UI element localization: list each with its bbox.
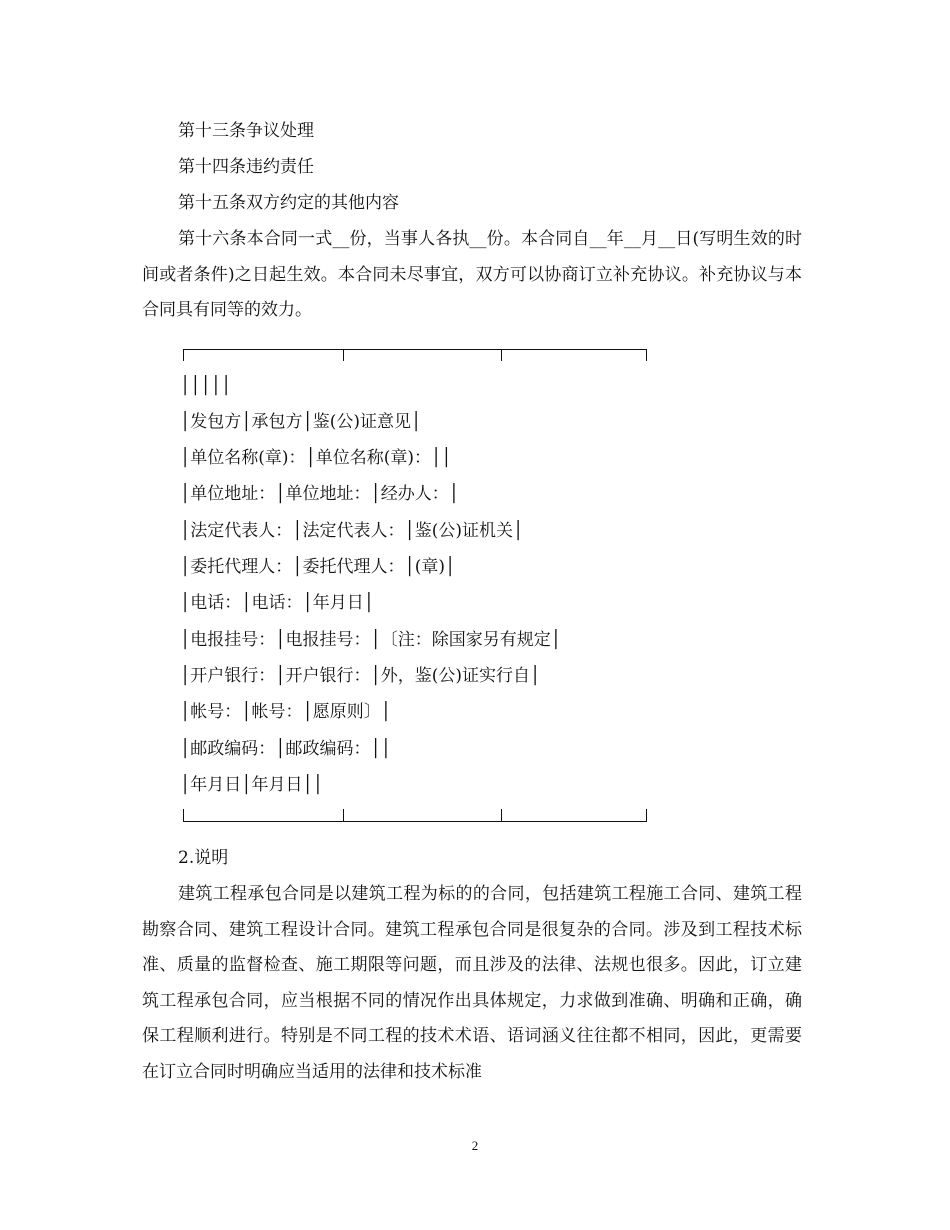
table-bottom-tick: [183, 809, 184, 821]
table-row: │单位地址：│单位地址：│经办人：│: [180, 484, 459, 504]
table-top-tick: [343, 349, 344, 361]
table-bottom-tick: [646, 809, 647, 821]
article-14: 第十四条违约责任: [178, 157, 314, 177]
table-row: │帐号：│帐号：│愿原则〕│: [180, 702, 391, 722]
table-bottom-border: [183, 821, 647, 822]
table-row: │邮政编码：│邮政编码：││: [180, 739, 391, 759]
table-top-tick: [183, 349, 184, 361]
table-top-border: [183, 349, 647, 350]
table-row: │年月日│年月日││: [180, 775, 323, 795]
table-row: │开户银行：│开户银行：│外，鉴(公)证实行自│: [180, 666, 541, 686]
article-15: 第十五条双方约定的其他内容: [178, 193, 399, 213]
table-row: │单位名称(章)：│单位名称(章)：││: [180, 448, 452, 468]
article-13: 第十三条争议处理: [178, 121, 314, 141]
explanation-paragraph: 建筑工程承包合同是以建筑工程为标的的合同，包括建筑工程施工合同、建筑工程勘察合同、建筑工程设计合同。建筑工程承包合同是很复杂的合同。涉及到工程技术标准、质量的监督检查、施工期限等问题，而且涉及的法律、法规也很多。因此，订立建筑工程承包合同，应当根据不同的情况作出具体规定，力求做到准确、明确和正确，确保工程顺利进行。特别是不同工程的技术术语、语词涵义往往都不相同，因此，更需要在订立合同时明确应当适用的法律和技术标准: [142, 884, 802, 1082]
table-top-tick: [646, 349, 647, 361]
table-row: │电报挂号：│电报挂号：│〔注：除国家另有规定│: [180, 630, 561, 650]
table-row: │委托代理人：│委托代理人：│(章)│: [180, 557, 456, 577]
table-bottom-tick: [501, 809, 502, 821]
table-row: │法定代表人：│法定代表人：│鉴(公)证机关│: [180, 521, 524, 541]
page-number: 2: [471, 1138, 479, 1153]
table-row: │││││: [180, 376, 232, 396]
table-row: │电话：│电话：│年月日│: [180, 593, 374, 613]
table-bottom-tick: [343, 809, 344, 821]
table-row: │发包方│承包方│鉴(公)证意见│: [180, 412, 422, 432]
table-top-tick: [501, 349, 502, 361]
article-16-paragraph: 第十六条本合同一式__份，当事人各执__份。本合同自__年__月__日(写明生效的时间或者条件)之日起生效。本合同未尽事宜，双方可以协商订立补充协议。补充协议与本合同具有同等的效力。: [142, 229, 802, 320]
section-heading: 2.说明: [178, 848, 229, 868]
